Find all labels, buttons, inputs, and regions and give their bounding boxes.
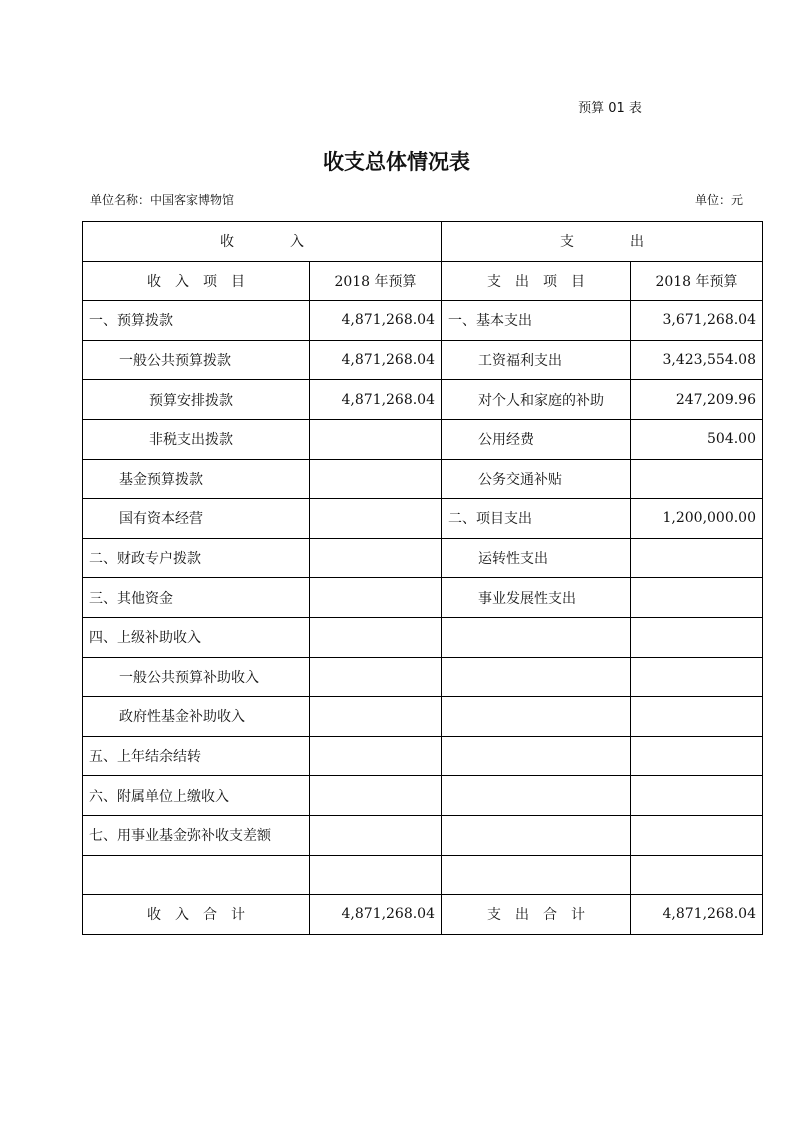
header-row-columns xyxy=(83,261,763,301)
income-item: 非税支出拨款 xyxy=(83,419,310,459)
expense-item: 运转性支出 xyxy=(442,538,631,578)
table-row xyxy=(83,340,763,380)
income-amount xyxy=(310,499,442,539)
income-item: 国有资本经营 xyxy=(83,499,310,539)
income-item-header: 收 入 项 目 xyxy=(83,261,310,301)
income-amount xyxy=(310,657,442,697)
income-item: 基金预算拨款 xyxy=(83,459,310,499)
expense-section-header: 支 出 xyxy=(442,222,763,262)
expense-item: 对个人和家庭的补助 xyxy=(442,380,631,420)
income-amount xyxy=(310,617,442,657)
expense-amount xyxy=(631,815,763,855)
table-row xyxy=(83,855,763,895)
expense-item: 一、基本支出 xyxy=(442,301,631,341)
income-amount xyxy=(310,776,442,816)
expense-item: 工资福利支出 xyxy=(442,340,631,380)
budget-table xyxy=(82,221,763,935)
income-item: 一般公共预算补助收入 xyxy=(83,657,310,697)
expense-item xyxy=(442,657,631,697)
income-item: 一般公共预算拨款 xyxy=(83,340,310,380)
table-row xyxy=(83,617,763,657)
expense-amount: 3,423,554.08 xyxy=(631,340,763,380)
unit-name: 单位名称：中国客家博物馆 xyxy=(90,193,235,207)
table-row xyxy=(83,499,763,539)
table-row xyxy=(83,419,763,459)
income-item: 二、财政专户拨款 xyxy=(83,538,310,578)
expense-amount: 1,200,000.00 xyxy=(631,499,763,539)
table-row xyxy=(83,578,763,618)
income-amount: 4,871,268.04 xyxy=(310,301,442,341)
income-total-amount: 4,871,268.04 xyxy=(310,895,442,935)
income-item xyxy=(83,855,310,895)
expense-item xyxy=(442,815,631,855)
income-amount xyxy=(310,697,442,737)
table-row xyxy=(83,301,763,341)
expense-item xyxy=(442,776,631,816)
expense-amount xyxy=(631,578,763,618)
income-amount: 4,871,268.04 xyxy=(310,340,442,380)
expense-item xyxy=(442,855,631,895)
income-amount xyxy=(310,538,442,578)
expense-item xyxy=(442,617,631,657)
expense-amount xyxy=(631,538,763,578)
income-item: 政府性基金补助收入 xyxy=(83,697,310,737)
income-item: 一、预算拨款 xyxy=(83,301,310,341)
income-amount xyxy=(310,419,442,459)
expense-amount xyxy=(631,776,763,816)
expense-amount: 3,671,268.04 xyxy=(631,301,763,341)
expense-item: 事业发展性支出 xyxy=(442,578,631,618)
page-title: 收支总体情况表 xyxy=(323,150,470,174)
expense-amount xyxy=(631,657,763,697)
form-code: 预算 01 表 xyxy=(578,101,642,116)
expense-amount: 504.00 xyxy=(631,419,763,459)
header-row-sections xyxy=(83,222,763,262)
expense-amount xyxy=(631,736,763,776)
income-item: 三、其他资金 xyxy=(83,578,310,618)
income-budget-header: 2018 年预算 xyxy=(310,261,442,301)
expense-amount xyxy=(631,617,763,657)
expense-item: 公务交通补贴 xyxy=(442,459,631,499)
expense-total-label: 支 出 合 计 xyxy=(442,895,631,935)
table-row xyxy=(83,776,763,816)
expense-amount: 247,209.96 xyxy=(631,380,763,420)
income-amount xyxy=(310,578,442,618)
income-item: 七、用事业基金弥补收支差额 xyxy=(83,815,310,855)
expense-budget-header: 2018 年预算 xyxy=(631,261,763,301)
income-amount xyxy=(310,815,442,855)
expense-amount xyxy=(631,459,763,499)
expense-item xyxy=(442,736,631,776)
income-amount: 4,871,268.04 xyxy=(310,380,442,420)
unit-currency: 单位：元 xyxy=(694,193,743,207)
expense-item: 公用经费 xyxy=(442,419,631,459)
income-item: 预算安排拨款 xyxy=(83,380,310,420)
income-amount xyxy=(310,855,442,895)
expense-amount xyxy=(631,697,763,737)
expense-item xyxy=(442,697,631,737)
table-row xyxy=(83,697,763,737)
table-row xyxy=(83,538,763,578)
income-section-header: 收 入 xyxy=(83,222,442,262)
table-row xyxy=(83,736,763,776)
table-row xyxy=(83,459,763,499)
expense-total-amount: 4,871,268.04 xyxy=(631,895,763,935)
expense-amount xyxy=(631,855,763,895)
totals-row xyxy=(83,895,763,935)
expense-item-header: 支 出 项 目 xyxy=(442,261,631,301)
expense-item: 二、项目支出 xyxy=(442,499,631,539)
income-total-label: 收 入 合 计 xyxy=(83,895,310,935)
income-amount xyxy=(310,736,442,776)
table-row xyxy=(83,657,763,697)
income-item: 五、上年结余结转 xyxy=(83,736,310,776)
income-item: 四、上级补助收入 xyxy=(83,617,310,657)
table-row xyxy=(83,380,763,420)
income-amount xyxy=(310,459,442,499)
income-item: 六、附属单位上缴收入 xyxy=(83,776,310,816)
table-row xyxy=(83,815,763,855)
